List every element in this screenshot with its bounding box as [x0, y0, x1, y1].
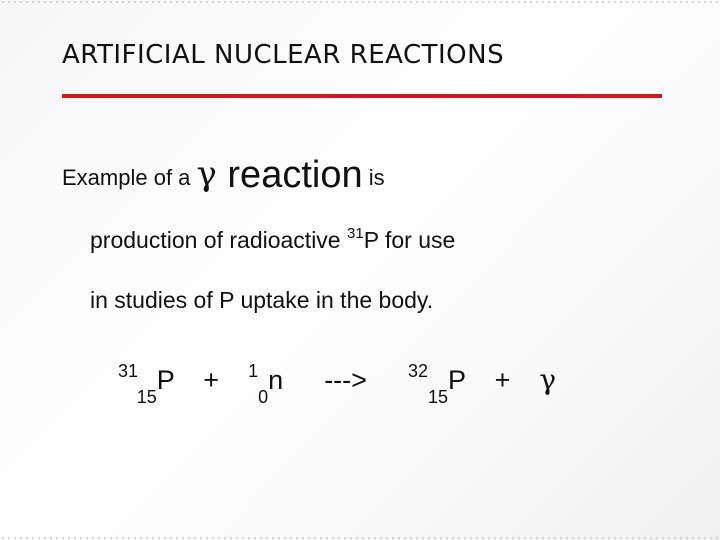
reactant2-atomic: 0	[258, 387, 269, 407]
bottom-dotted-border	[0, 536, 720, 540]
reactant2-symbol: n	[268, 365, 284, 395]
gamma-symbol: γ	[196, 154, 217, 194]
product-gamma-symbol: γ	[539, 363, 557, 396]
isotope-mass-superscript: 31	[347, 225, 364, 242]
reactant1-mass: 31	[118, 361, 137, 381]
nuclear-equation	[118, 350, 556, 413]
example-suffix: is	[362, 165, 385, 190]
reactant2-mass: 1	[248, 361, 259, 381]
product1-symbol: P	[448, 365, 466, 395]
plus-sign-1: +	[203, 365, 220, 395]
title-underline	[62, 94, 662, 98]
production-after: P for use	[363, 227, 456, 253]
plus-sign-2: +	[494, 365, 511, 395]
top-dotted-border	[0, 0, 720, 4]
uptake-line: in studies of P uptake in the body.	[90, 287, 434, 313]
product1-mass: 32	[407, 361, 428, 381]
slide-title: ARTIFICIAL NUCLEAR REACTIONS	[62, 40, 505, 70]
reaction-arrow: --->	[324, 365, 367, 395]
reactant1-symbol: P	[156, 365, 175, 395]
production-before: production of radioactive	[90, 227, 347, 253]
example-line	[62, 146, 385, 206]
product1-atomic: 15	[428, 387, 449, 407]
production-line	[90, 220, 455, 264]
reaction-keyword: reaction	[216, 154, 363, 196]
example-prefix: Example of a	[62, 165, 197, 190]
reactant1-atomic: 15	[136, 387, 157, 407]
